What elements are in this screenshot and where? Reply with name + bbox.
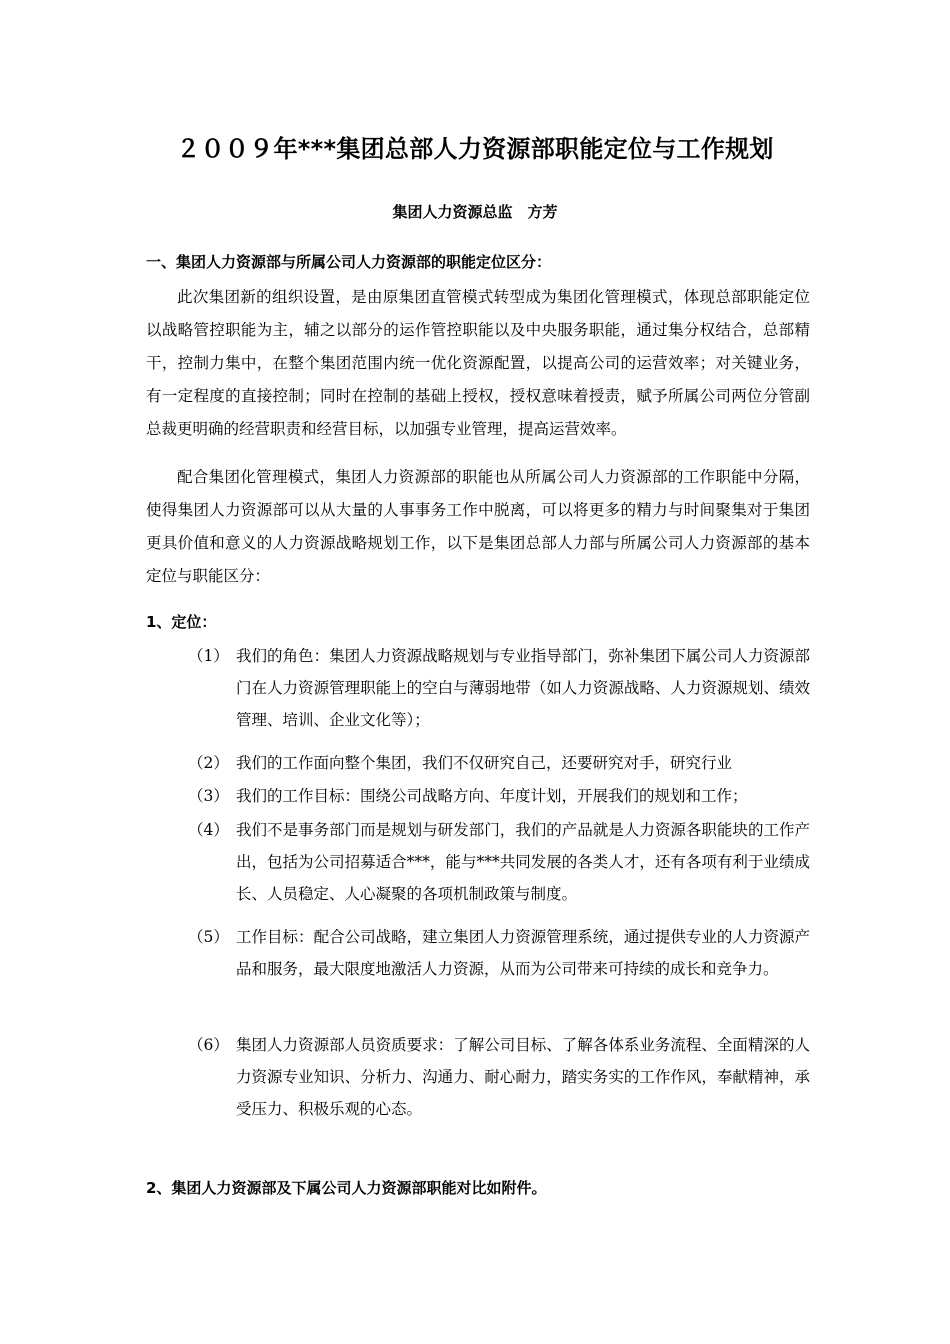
document-title: ２００９年***集团总部人力资源部职能定位与工作规划 — [176, 135, 774, 163]
list-item-text: 我们的角色：集团人力资源战略规划与专业指导部门，弥补集团下属公司人力资源部门在人力资源管理职能上的空白与薄弱地带（如人力资源战略、人力资源规划、绩效管理、培训、企业文化等）； — [236, 647, 810, 729]
list-item-1 — [146, 640, 810, 736]
list-item-number: （4） — [188, 821, 229, 839]
list-item-5 — [146, 921, 810, 985]
list-item-6 — [146, 1029, 810, 1125]
list-item-3 — [146, 780, 810, 812]
list-item-number: （5） — [188, 928, 229, 946]
list-item-2 — [146, 747, 810, 779]
list-item-4 — [146, 814, 810, 910]
list-item-text: 集团人力资源部人员资质要求：了解公司目标、了解各体系业务流程、全面精深的人力资源专业知识、分析力、沟通力、耐心耐力，踏实务实的工作作风，奉献精神，承受压力、积极乐观的心态。 — [236, 1036, 810, 1118]
section-1-heading: 一、集团人力资源部与所属公司人力资源部的职能定位区分： — [146, 253, 552, 271]
subheading-positioning: 1、定位： — [146, 613, 217, 631]
list-item-text: 我们的工作面向整个集团，我们不仅研究自己，还要研究对手，研究行业 — [236, 754, 733, 772]
list-item-text: 我们的工作目标：围绕公司战略方向、年度计划，开展我们的规划和工作； — [236, 787, 748, 805]
document-author: 集团人力资源总监 方芳 — [392, 203, 558, 221]
section-2-heading: 2、集团人力资源部及下属公司人力资源部职能对比如附件。 — [146, 1179, 547, 1197]
list-item-text: 我们不是事务部门而是规划与研发部门，我们的产品就是人力资源各职能块的工作产出，包括为公司招募适合***，能与***共同发展的各类人才，还有各项有利于业绩成长、人员稳定、人心凝聚的各项机制政策与制度。 — [236, 821, 810, 903]
paragraph-1: 此次集团新的组织设置，是由原集团直管模式转型成为集团化管理模式，体现总部职能定位以战略管控职能为主，辅之以部分的运作管控职能以及中央服务职能，通过集分权结合，总部精干，控制力集中，在整个集团范围内统一优化资源配置，以提高公司的运营效率；对关键业务，有一定程度的直接控制；同时在控制的基础上授权，授权意味着授责，赋予所属公司两位分管副总裁更明确的经营职责和经营目标，以加强专业管理，提高运营效率。 — [146, 288, 810, 438]
paragraph-2: 配合集团化管理模式，集团人力资源部的职能也从所属公司人力资源部的工作职能中分隔，使得集团人力资源部可以从大量的人事事务工作中脱离，可以将更多的精力与时间聚集对于集团更具价值和意义的人力资源战略规划工作，以下是集团总部人力部与所属公司人力资源部的基本定位与职能区分： — [146, 468, 810, 585]
list-item-number: （6） — [188, 1036, 229, 1054]
list-item-number: （2） — [188, 754, 229, 772]
list-item-number: （3） — [188, 787, 229, 805]
list-item-number: （1） — [188, 647, 229, 665]
list-item-text: 工作目标：配合公司战略，建立集团人力资源管理系统，通过提供专业的人力资源产品和服务，最大限度地激活人力资源，从而为公司带来可持续的成长和竞争力。 — [236, 928, 810, 978]
